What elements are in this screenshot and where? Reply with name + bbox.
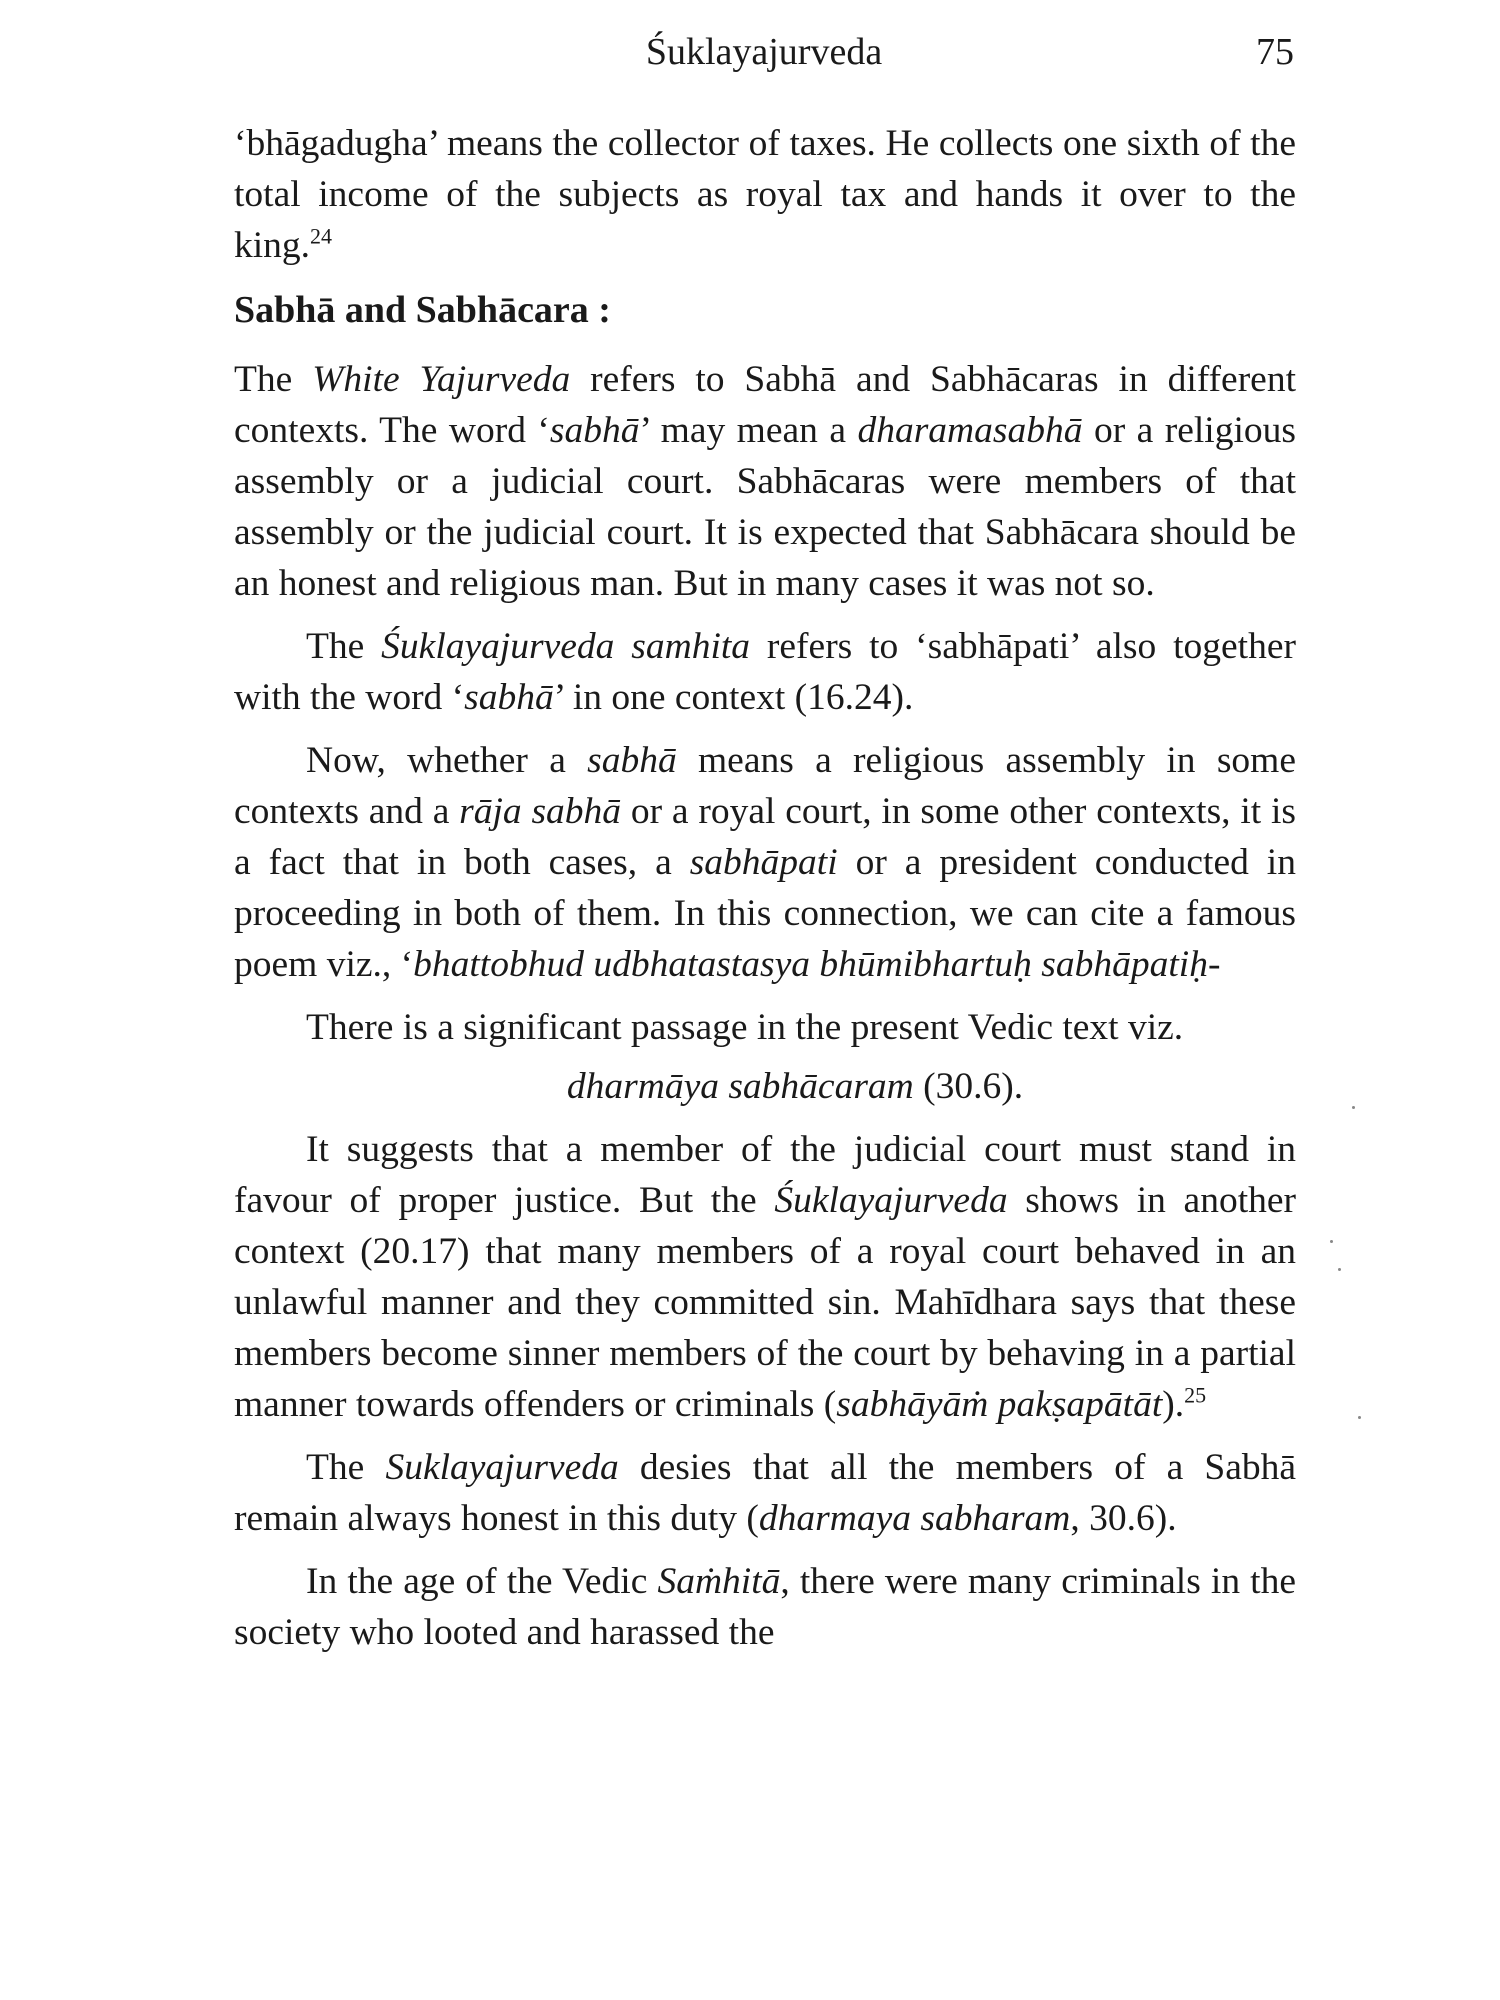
- scan-speck: [1352, 1106, 1355, 1109]
- footnote-marker: 25: [1184, 1382, 1207, 1408]
- body-text: [234, 118, 1296, 1658]
- paragraph-6: It suggests that a member of the judicial court must stand in favour of proper justice. But the Śuklayajurveda shows in another context (20.17) that many members of a royal court behaved in an unlawful manner and they committed sin. Mahīdhara says that these members become sinner members of the court by behaving in a partial manner towards offenders or criminals (sabhāyāṁ pakṣapātāt).$^{25}$: [234, 1129, 1296, 1425]
- paragraph-4: Now, whether a sabhā means a religious assembly in some contexts and a rāja sabhā or a royal court, in some other contexts, it is a fact that in both cases, a sabhāpati or a president conducted in proceeding in both of them. In this connection, we can cite a famous poem viz., ‘bhattobhud udbhatastasya bhūmibhartuḥ sabhāpatiḥ-: [234, 740, 1296, 985]
- paragraph-3: The Śuklayajurveda samhita refers to ‘sabhāpati’ also together with the word ‘sabhā’ in one context (16.24).: [234, 626, 1296, 718]
- scan-speck: [1330, 1240, 1333, 1243]
- paragraph-7: The Suklayajurveda desies that all the members of a Sabhā remain always honest in this duty (dharmaya sabharam, 30.6).: [234, 1447, 1296, 1539]
- section-heading: Sabhā and Sabhācara :: [234, 289, 611, 331]
- running-head: [234, 30, 1294, 80]
- running-title: Śuklayajurveda: [645, 31, 883, 73]
- paragraph-1: ‘bhāgadugha’ means the collector of taxes. He collects one sixth of the total income of the subjects as royal tax and hands it over to the king.$^{24}$: [234, 123, 1296, 266]
- scan-speck: [1358, 1416, 1361, 1419]
- paragraph-8: In the age of the Vedic Saṁhitā, there were many criminals in the society who looted and harassed the: [234, 1561, 1296, 1653]
- footnote-marker: 24: [310, 223, 333, 249]
- page-number: 75: [1256, 31, 1294, 73]
- paragraph-5: There is a significant passage in the present Vedic text viz.: [306, 1007, 1184, 1048]
- scan-speck: [1338, 1268, 1341, 1271]
- paragraph-2: The White Yajurveda refers to Sabhā and Sabhācaras in different contexts. The word ‘sabhā’ may mean a dharamasabhā or a religious assembly or a judicial court. Sabhācaras were members of that assembly or the judicial court. It is expected that Sabhācara should be an honest and religious man. But in many cases it was not so.: [234, 359, 1296, 604]
- verse-quote: dharmāya sabhācaram (30.6).: [566, 1066, 1024, 1107]
